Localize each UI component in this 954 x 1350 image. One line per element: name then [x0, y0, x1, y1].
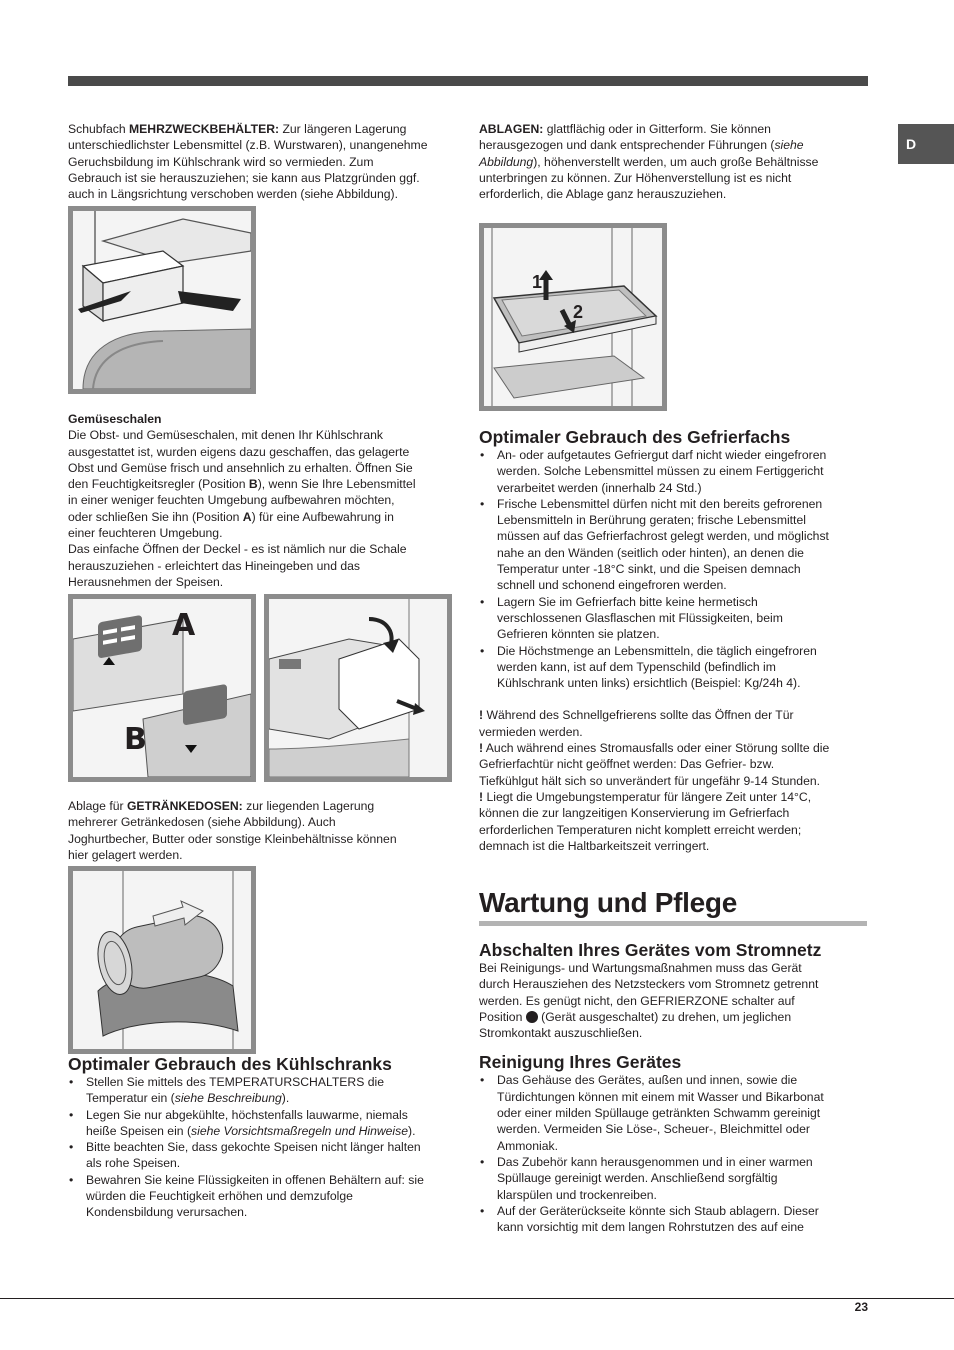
- step-1-label: 1: [532, 272, 543, 292]
- bottom-rule: [0, 1298, 954, 1299]
- position-a-label: A: [172, 608, 196, 643]
- list-item: • Das Gehäuse des Gerätes, außen und innen, sowie die Türdichtungen können mit einem mit Wasser und Bikarbonat oder einer milden Spüllauge getränkten Schwamm gereinigt werden. Vermeiden Sie Löse-, Scheuer-, Bleichmittel oder Ammoniak.: [479, 1072, 867, 1153]
- language-tab: D: [898, 124, 954, 164]
- wartung-section: [479, 887, 867, 1235]
- list-item: • Auf der Geräterückseite könnte sich Staub ablagern. Dieser kann vorsichtig mit dem langen Rohrstutzen des auf eine: [479, 1203, 867, 1236]
- gefrierfach-section: [479, 427, 867, 854]
- abschalten-heading: Abschalten Ihres Gerätes vom Stromnetz: [479, 940, 822, 960]
- ablagen-paragraph: ABLAGEN: glattflächig oder in Gitterform. Sie können herausgezogen und dank entsprechender Führungen (siehe Abbildung), höhenverstellt werden, um auch große Behältnisse unterbringen zu können. Zur Höhenverstellung ist es nicht erforderlich, die Ablage ganz herauszuziehen.: [479, 122, 819, 202]
- kuehlschrank-heading: Optimaler Gebrauch des Kühlschranks: [68, 1054, 392, 1074]
- humidity-regulator-illustration: [68, 594, 256, 782]
- list-item: • Die Höchstmenge an Lebensmitteln, die täglich eingefroren werden kann, ist auf dem Typenschild (befindlich im Kühlschrank unten links) ersichtlich (Beispiel: Kg/24h 4).: [479, 643, 867, 692]
- wartung-title: Wartung und Pflege: [479, 887, 737, 918]
- list-item: • Bewahren Sie keine Flüssigkeiten in offenen Behältern auf: sie würden die Feuchtigkeit erhöhen und demzufolge Kondensbildung verursachen.: [68, 1172, 456, 1221]
- step-2-label: 2: [573, 302, 584, 322]
- list-item: • Bitte beachten Sie, dass gekochte Speisen nicht länger halten als rohe Speisen.: [68, 1139, 456, 1172]
- warning-notes: ! Während des Schnellgefrierens sollte das Öffnen der Tür vermieden werden. ! Auch während eines Stromausfalls oder einer Störung sollte die Gefrierfachtür nicht geöffnet werden: Das Gefrier- bzw. Tiefkühlgut hält sich so unverändert für ungefähr 9-14 Stunden. ! Liegt die Umgebungstemperatur für längere Zeit unter 14°C, können die zur langzeitigen Konservierung im Gefrierfach erforderlichen Temperaturen nicht komplett erreicht werden; demnach ist die Haltbarkeitszeit verringert.: [479, 708, 830, 853]
- position-b-label: B: [124, 722, 147, 757]
- list-item: • Legen Sie nur abgekühlte, höchstenfalls lauwarme, niemals heiße Speisen ein (siehe Vorsichtsmaßregeln und Hinweise).: [68, 1107, 456, 1140]
- off-position-icon: [526, 1011, 538, 1023]
- gefrierfach-heading: Optimaler Gebrauch des Gefrierfachs: [479, 427, 791, 447]
- dosen-paragraph: Ablage für GETRÄNKEDOSEN: zur liegenden Lagerung mehrerer Getränkedosen (siehe Abbildung). Auch Joghurtbecher, Butter oder sonstige Kleinbehältnisse können hier gelagert werden.: [68, 799, 397, 862]
- crisper-lid-illustration: [264, 594, 452, 782]
- list-item: • Lagern Sie im Gefrierfach bitte keine hermetisch verschlossenen Glasflaschen mit Flüssigkeiten, beim Gefrieren könnten sie platzen.: [479, 594, 867, 643]
- kuehlschrank-section: [68, 1054, 456, 1221]
- list-item: • An- oder aufgetautes Gefriergut darf nicht wieder eingefroren werden. Solche Lebensmittel müssen zu einem Fertiggericht verarbeitet werden (innerhalb 24 Std.): [479, 447, 867, 496]
- mehrzweck-paragraph: Schubfach MEHRZWECKBEHÄLTER: Zur längeren Lagerung unterschiedlichster Lebensmittel (z.B. Wurstwaren), unangenehme Geruchsbildung im Kühlschrank wird so vermieden. Zum Gebrauch ist sie herauszuziehen; sie kann aus Platzgründen ggf. auch in Längsrichtung verschoben werden (siehe Abbildung).: [68, 122, 428, 202]
- page-number: 23: [854, 1300, 868, 1314]
- drawer-illustration: [68, 206, 256, 394]
- list-item: • Stellen Sie mittels des TEMPERATURSCHALTERS die Temperatur ein (siehe Beschreibung).: [68, 1074, 456, 1107]
- list-item: • Frische Lebensmittel dürfen nicht mit den bereits gefrorenen Lebensmitteln in Berührung geraten; frische Lebensmittel müssen auf das Gefrierfachrost gelegt werden, und möglichst nahe an den Wänden (seitlich oder hinten), an denen die Temperatur unter -18°C sinkt, und die Speisen demnach schnell und schonend eingefroren werden.: [479, 496, 867, 594]
- list-item: • Das Zubehör kann herausgenommen und in einer warmen Spüllauge gereinigt werden. Anschließend sorgfältig klarspülen und trockenreiben.: [479, 1154, 867, 1203]
- can-rack-illustration: [68, 866, 256, 1054]
- abschalten-paragraph: Bei Reinigungs- und Wartungsmaßnahmen muss das Gerät durch Herausziehen des Netzsteckers vom Stromnetz getrennt werden. Es genügt nicht, den GEFRIERZONE schalter auf Position (Gerät ausgeschaltet) zu drehen, um jeglichen Stromkontakt auszuschließen.: [479, 961, 819, 1041]
- top-rule: [68, 76, 868, 86]
- gemuese-section: Gemüseschalen Die Obst- und Gemüseschalen, mit denen Ihr Kühlschrank ausgestattet ist, wurden eigens dazu geschaffen, das gelagerte Obst und Gemüse frisch und ansehnlich zu erhalten. Öffnen Sie den Feuchtigkeitsregler (Position B), wenn Sie Ihre Lebensmittel in einer weniger feuchten Umgebung aufbewahren möchten, oder schließen Sie ihn (Position A) für eine Aufbewahrung in einer feuchteren Umgebung. Das einfache Öffnen der Deckel - es ist nämlich nur die Schale herauszuziehen - erleichtert das Hineingeben und das Herausnehmen der Speisen.: [68, 412, 416, 589]
- reinigung-heading: Reinigung Ihres Gerätes: [479, 1052, 682, 1073]
- gemuese-heading: Gemüseschalen: [68, 412, 162, 426]
- title-rule: [479, 921, 867, 926]
